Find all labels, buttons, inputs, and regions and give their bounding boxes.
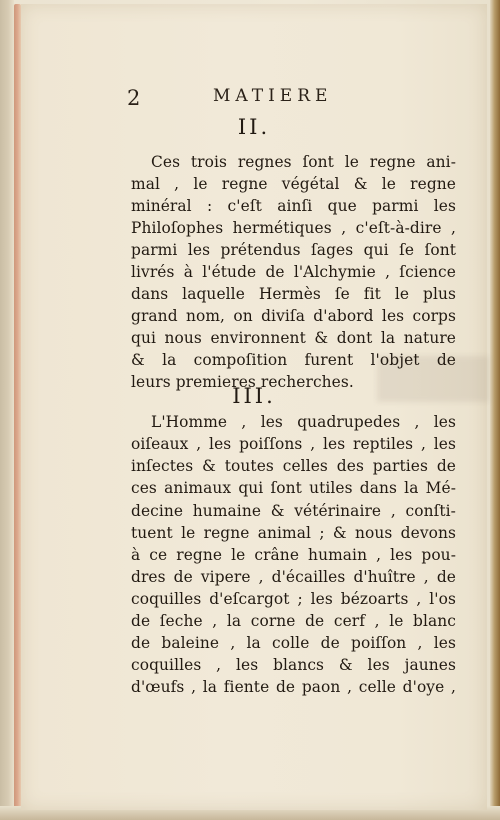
text-line: d'œufs , la fiente de paon , celle d'oye , [131, 678, 456, 696]
text-line: & la compoſition furent l'objet de [131, 351, 456, 369]
text-line: tuent le regne animal ; & nous devons [131, 524, 456, 542]
text-line: oiſeaux , les poiſſons , les reptiles , les [131, 435, 456, 453]
binding-edge [0, 0, 14, 820]
text-line: parmi les prétendus ſages qui ſe ſont [131, 241, 456, 259]
text-line: minéral : c'eſt ainſi que parmi les [131, 197, 456, 215]
text-line: L'Homme , les quadrupedes , les [151, 413, 456, 431]
running-title: MATIERE [213, 86, 333, 106]
text-line: leurs premieres recherches. [131, 373, 354, 391]
text-line: ces animaux qui ſont utiles dans la Mé- [131, 479, 456, 497]
section-number: II. [237, 115, 271, 139]
text-line: coquilles d'eſcargot ; les bézoarts , l'os [131, 590, 456, 608]
text-line: Philoſophes hermétiques , c'eſt-à-dire , [131, 219, 456, 237]
text-line: livrés à l'étude de l'Alchymie , ſcience [131, 263, 456, 281]
text-line: grand nom, on diviſa d'abord les corps [131, 307, 456, 325]
text-line: inſectes & toutes celles des parties de [131, 457, 456, 475]
page-number: 2 [127, 86, 141, 110]
section-number: III. [232, 384, 276, 408]
text-line: qui nous environnent & dont la nature [131, 329, 456, 347]
text-line: dres de vipere , d'écailles d'huître , de [131, 568, 456, 586]
text-line: à ce regne le crâne humain , les pou- [131, 546, 456, 564]
red-page-edge [14, 4, 21, 812]
text-line: de baleine , la colle de poiſſon , les [131, 634, 456, 652]
text-line: mal , le regne végétal & le regne [131, 175, 456, 193]
page-stack-edge [490, 0, 500, 820]
text-line: de ſeche , la corne de cerf , le blanc [131, 612, 456, 630]
text-line: decine humaine & vétérinaire , conſti- [131, 502, 456, 520]
book-page [21, 4, 487, 810]
text-line: Ces trois regnes ſont le regne ani- [151, 153, 456, 171]
text-line: dans laquelle Hermès ſe fit le plus [131, 285, 456, 303]
running-head [21, 86, 487, 110]
text-line: coquilles , les blancs & les jaunes [131, 656, 456, 674]
